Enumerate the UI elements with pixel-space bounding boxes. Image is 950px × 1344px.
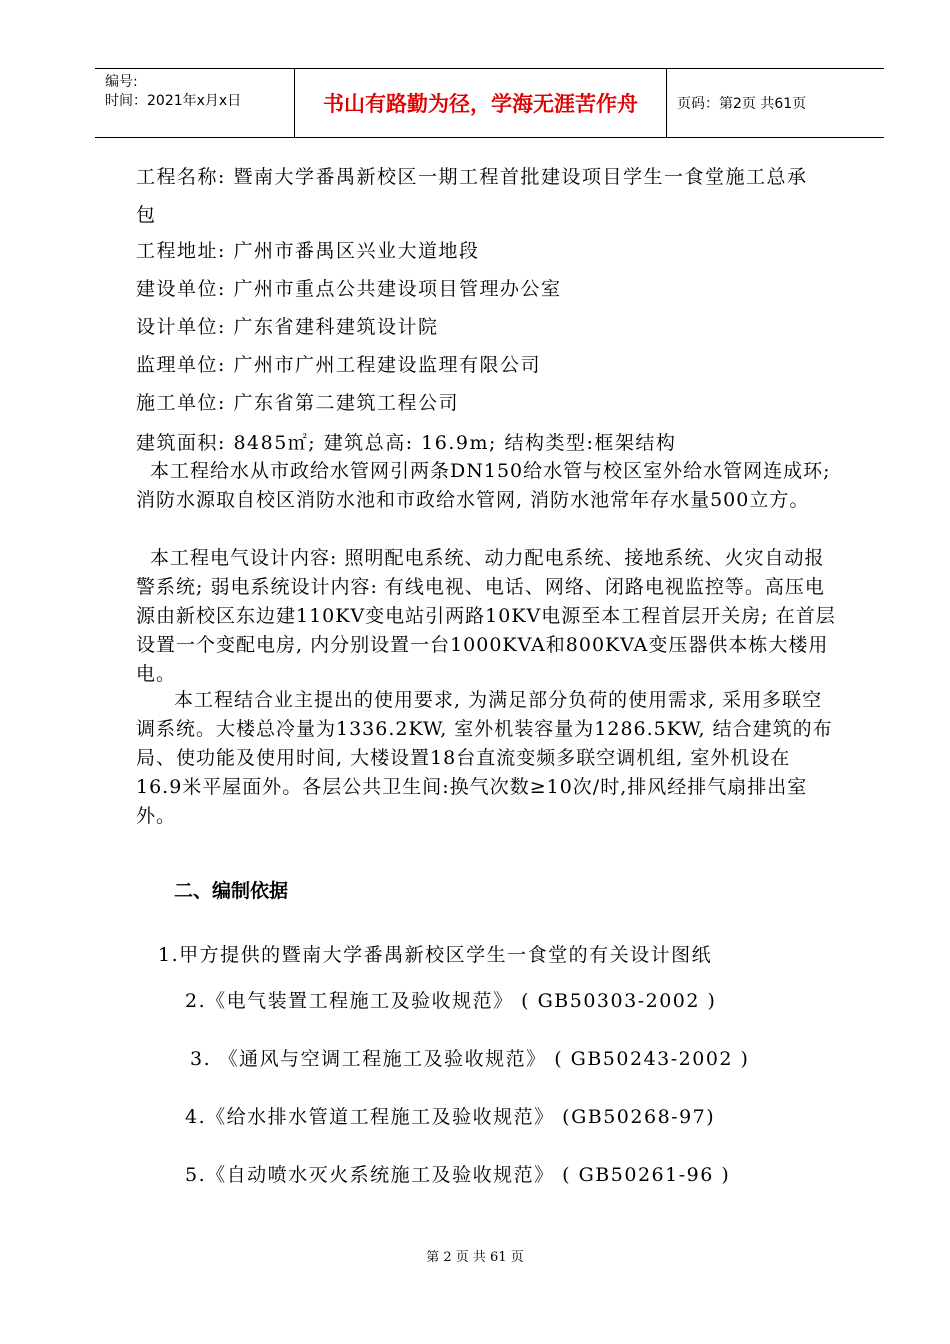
project-designer: 设计单位: 广东省建科建筑设计院 — [136, 316, 439, 338]
project-name-line2: 包 — [136, 204, 157, 226]
project-client: 建设单位: 广州市重点公共建设项目管理办公室 — [136, 278, 562, 300]
project-area: 建筑面积: 8485㎡; 建筑总高: 16.9m; 结构类型:框架结构 — [136, 432, 677, 454]
project-supervisor: 监理单位: 广州市广州工程建设监理有限公司 — [136, 354, 541, 376]
water-paragraph: 本工程给水从市政给水管网引两条DN150给水管与校区室外给水管网连成环; 消防水源取自校区消防水池和市政给水管网, 消防水池常年存水量500立方。 — [136, 460, 831, 511]
electrical-paragraph: 本工程电气设计内容: 照明配电系统、动力配电系统、接地系统、火灾自动报警系统; 弱电系统设计内容: 有线电视、电话、网络、闭路电视监控等。高压电源由新校区东边建110KV变电站引两路10KV电源至本工程首层开关房; 在首层设置一个变配电房, 内分别设置一台1000KVA和800KVA变压器供本栋大楼用电。 — [136, 547, 836, 685]
hvac-paragraph: 本工程结合业主提出的使用要求, 为满足部分负荷的使用需求, 采用多联空调系统。大楼总冷量为1336.2KW, 室外机装容量为1286.5KW, 结合建筑的布局、使功能及使用时间, 大楼设置18台直流变频多联空调机组, 室外机设在16.9米平屋面外。各层公共卫生间:换气次数≥10次/时,排风经排气扇排出室外。 — [136, 689, 833, 827]
page-header — [95, 68, 884, 138]
header-motto: 书山有路勤为径，学海无涯苦作舟 — [295, 69, 667, 137]
basis-item-2: 2.《电气装置工程施工及验收规范》 ( GB50303-2002 ) — [185, 990, 717, 1012]
section-heading: 二、编制依据 — [174, 880, 289, 902]
project-contractor: 施工单位: 广东省第二建筑工程公司 — [136, 392, 459, 414]
basis-item-1: 1.甲方提供的暨南大学番禺新校区学生一食堂的有关设计图纸 — [158, 944, 713, 966]
header-meta — [95, 69, 295, 137]
page-footer: 第 2 页 共 61 页 — [426, 1250, 524, 1265]
basis-item-4: 4.《给水排水管道工程施工及验收规范》 (GB50268-97) — [185, 1106, 716, 1128]
project-address: 工程地址: 广州市番禺区兴业大道地段 — [136, 240, 480, 262]
basis-item-3: 3. 《通风与空调工程施工及验收规范》 ( GB50243-2002 ) — [190, 1048, 750, 1070]
time-label: 时间：2021年x月x日 — [105, 93, 242, 109]
basis-item-5: 5.《自动喷水灭火系统施工及验收规范》 ( GB50261-96 ) — [185, 1164, 731, 1186]
header-page-label: 页码：第2页 共61页 — [677, 96, 807, 112]
number-label: 编号: — [105, 74, 138, 90]
project-name-line1: 工程名称: 暨南大学番禺新校区一期工程首批建设项目学生一食堂施工总承 — [136, 166, 808, 188]
